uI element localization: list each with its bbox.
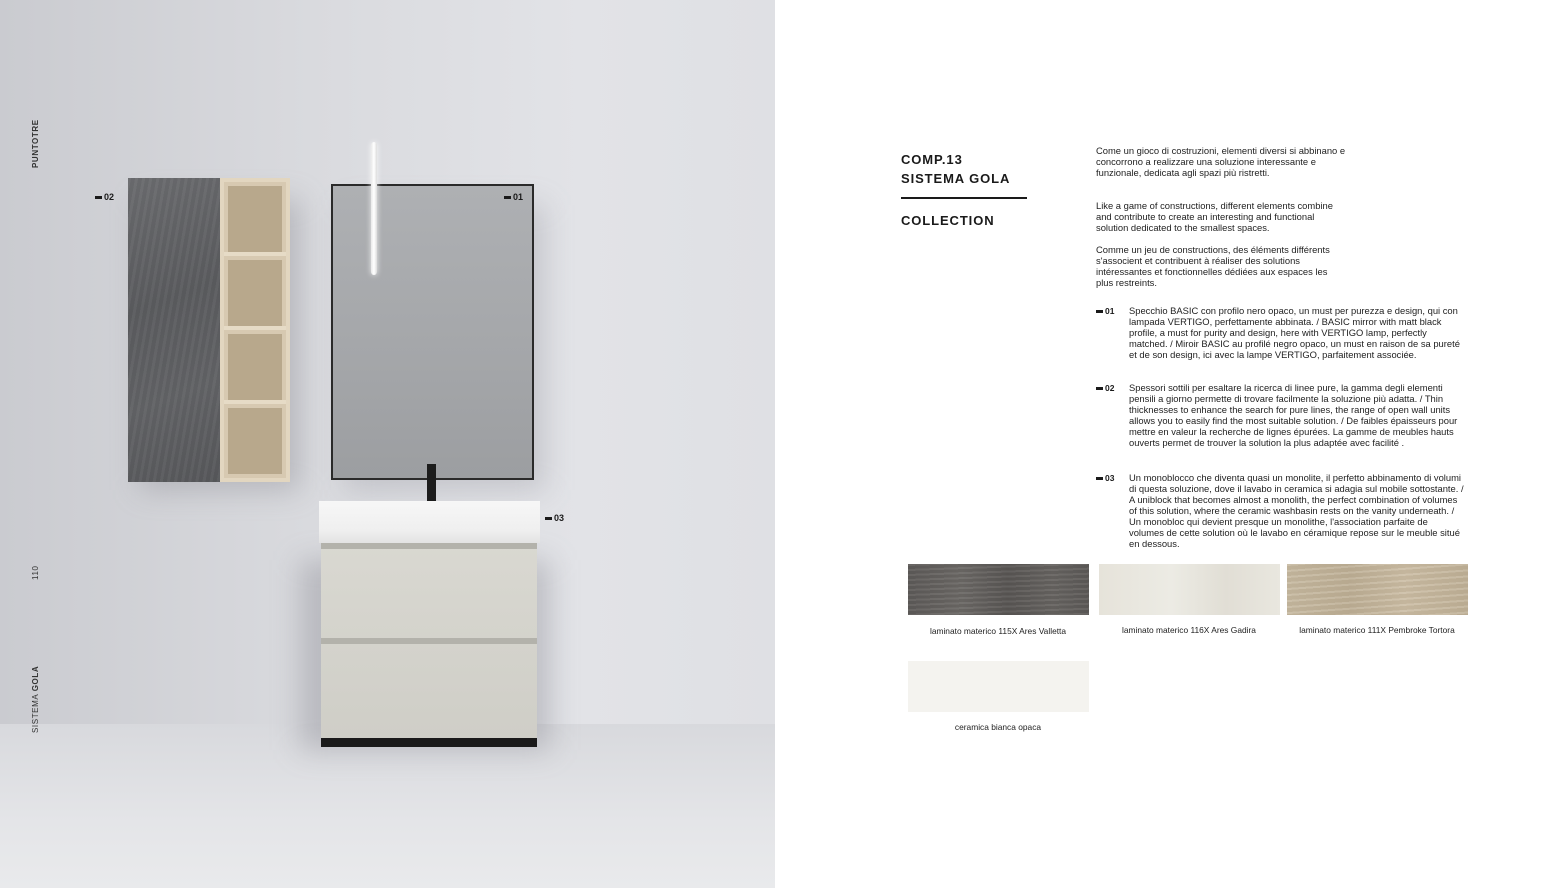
shelf-cell bbox=[228, 186, 282, 252]
gola-groove bbox=[321, 543, 537, 549]
item-description: Un monoblocco che diventa quasi un monolite, il perfetto abbinamento di volumi di questa soluzione, dove il lavabo in ceramica si adagia sul mobile sottostante. / A uniblock that becomes almost a monolith, the perfect combination of volumes of this solution, where the ceramic washbasin rests on the vanity underneath. / Un monobloc qui devient presque un monolithe, l'association parfaite de volumes de cette solution où le lavabo en céramique repose sur le meuble situé en dessous. bbox=[1129, 472, 1464, 549]
item-description: Specchio BASIC con profilo nero opaco, un must per purezza e design, qui con lampada VERTIGO, perfettamente abbinata. / BASIC mirror with matt black profile, a must for purity and design, here with VERTIGO lamp, perfectly matched. / Miroir BASIC au profilé negro opaco, un must en raison de sa pureté et de son design, ici avec la lampe VERTIGO, parfaitement associée. bbox=[1129, 305, 1460, 360]
callout-01: 01 bbox=[504, 192, 523, 202]
title-divider bbox=[901, 197, 1027, 199]
ceramic-washbasin bbox=[319, 501, 540, 543]
item-description: Spessori sottili per esaltare la ricerca di linee pure, la gamma degli elementi pensili a giorno permette di trovare facilmente la soluzione più adatta. / Thin thicknesses to enhance the search for pure lines, the range of open wall units allows you to easily find the most suitable solution. / De faibles épaisseurs pour mettre en valeur la recherche de lignes épurées. La gamme de meubles hauts ouverts permet de trouver la solution la plus adaptée avec facilité . bbox=[1129, 382, 1458, 448]
item-number: 03 bbox=[1096, 473, 1114, 483]
swatch-label: laminato materico 115X Ares Valletta bbox=[929, 626, 1067, 636]
gola-groove bbox=[321, 638, 537, 644]
title-line-1: COMP.13 bbox=[901, 152, 963, 167]
shelf-cell bbox=[228, 260, 282, 326]
swatch-label: laminato materico 111X Pembroke Tortora bbox=[1299, 625, 1455, 635]
shelf-cell bbox=[228, 334, 282, 400]
callout-03: 03 bbox=[545, 513, 564, 523]
item-number: 01 bbox=[1096, 306, 1114, 316]
swatch-pembroke-tortora bbox=[1287, 564, 1468, 615]
callout-02: 02 bbox=[95, 192, 114, 202]
section-label: SISTEMA GOLA bbox=[31, 665, 40, 733]
swatch-label: laminato materico 116X Ares Gadira bbox=[1122, 625, 1256, 635]
swatch-label: ceramica bianca opaca bbox=[954, 722, 1042, 732]
open-shelf-unit bbox=[220, 178, 290, 482]
collection-heading: COLLECTION bbox=[901, 213, 995, 228]
brand-label: PUNTOTRE bbox=[31, 119, 40, 168]
faucet bbox=[427, 464, 436, 502]
shelf-cell bbox=[228, 408, 282, 474]
swatch-ceramica-bianca bbox=[908, 661, 1089, 712]
vertigo-lamp bbox=[371, 142, 377, 275]
intro-english: Like a game of constructions, different elements combine and contribute to create an interesting and functional solution dedicated to the smallest spaces. bbox=[1096, 200, 1333, 233]
shelf-board bbox=[224, 326, 286, 330]
intro-french: Comme un jeu de constructions, des éléments différents s'associent et contribuent à réaliser des solutions intéressantes et fonctionnelles dédiées aux espaces les plus restreints. bbox=[1096, 244, 1330, 288]
wall-cabinet bbox=[128, 178, 220, 482]
vanity-unit bbox=[321, 543, 537, 738]
page-number: 110 bbox=[31, 565, 40, 580]
item-number: 02 bbox=[1096, 383, 1114, 393]
mirror bbox=[331, 184, 534, 480]
shelf-board bbox=[224, 252, 286, 256]
title-line-2: SISTEMA GOLA bbox=[901, 171, 1011, 186]
shelf-board bbox=[224, 400, 286, 404]
swatch-ares-valletta bbox=[908, 564, 1089, 615]
swatch-ares-gadira bbox=[1099, 564, 1280, 615]
composition-title bbox=[901, 150, 1010, 188]
vanity-plinth bbox=[321, 738, 537, 747]
intro-italian: Come un gioco di costruzioni, elementi diversi si abbinano e concorrono a realizzare una soluzione interessante e funzionale, dedicata agli spazi più ristretti. bbox=[1096, 145, 1346, 178]
